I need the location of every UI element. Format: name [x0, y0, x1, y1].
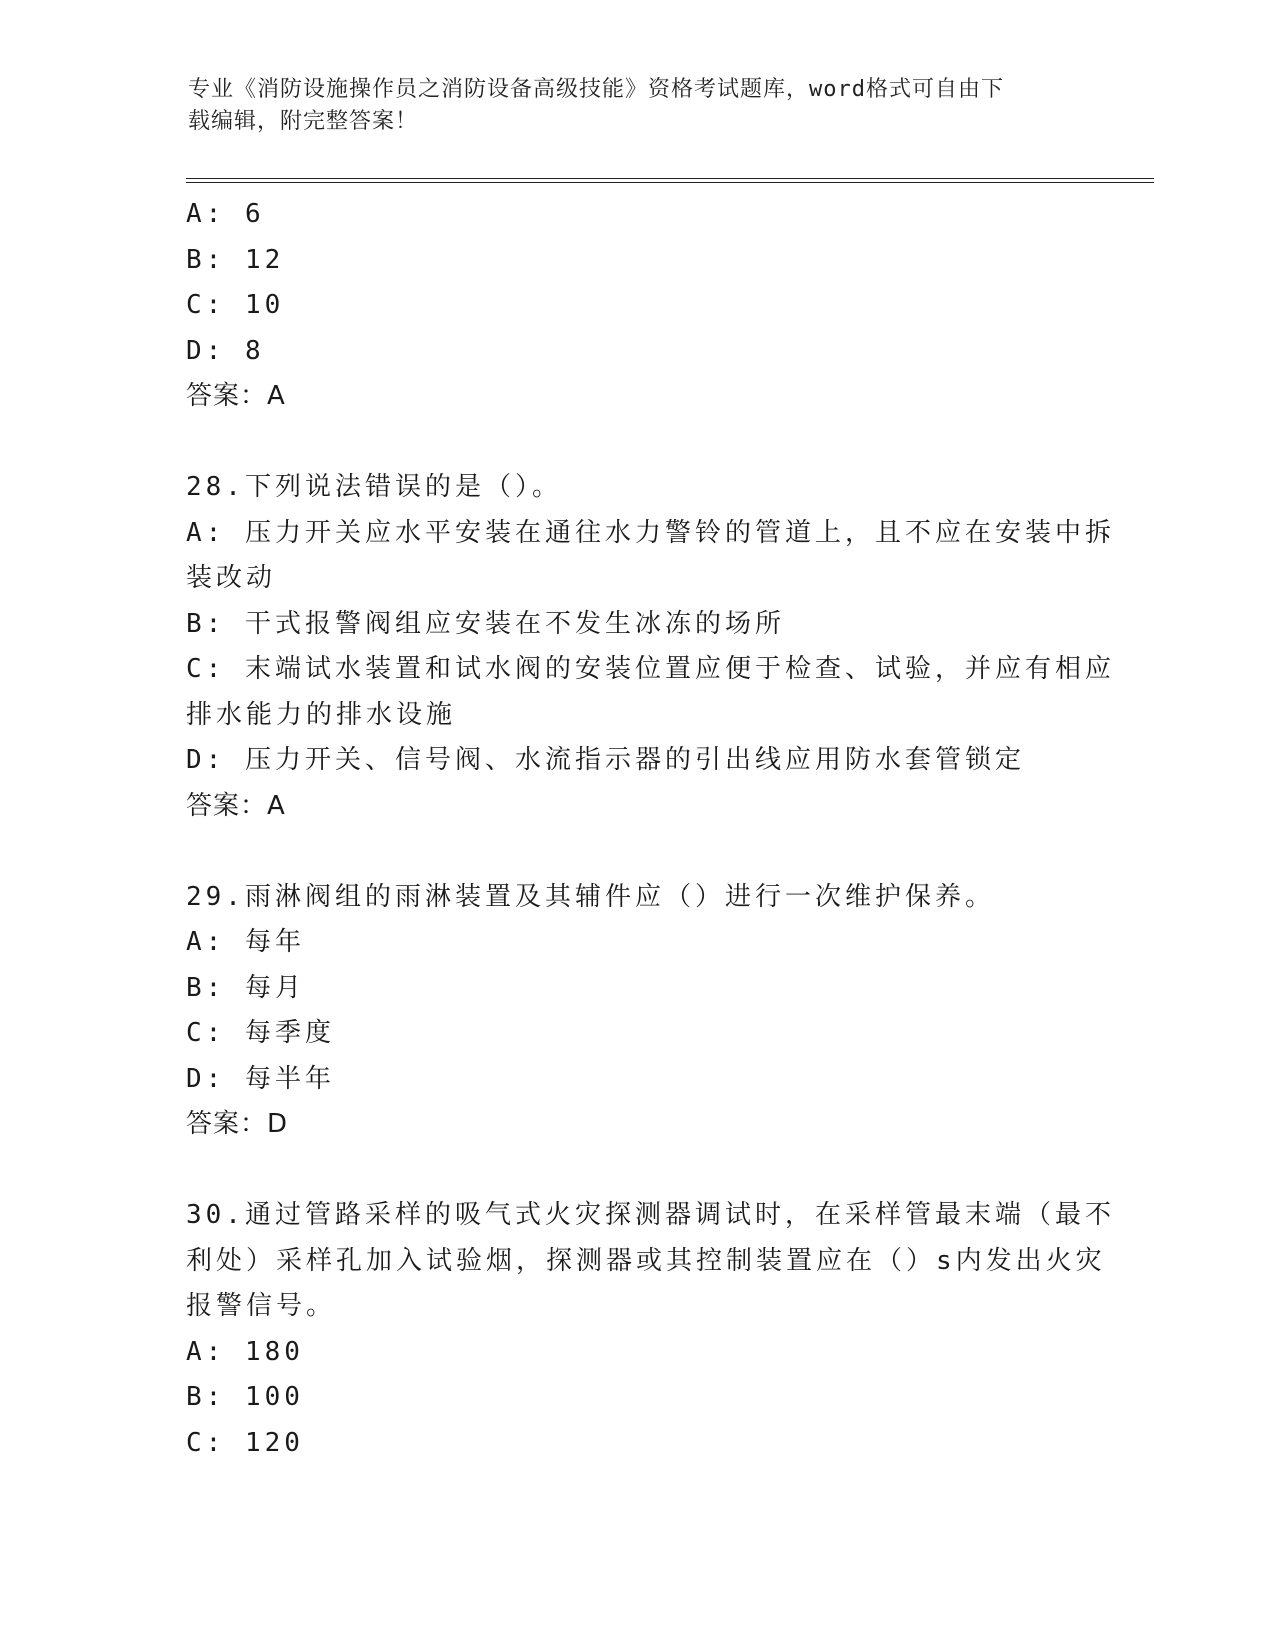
question-stem: 报警信号。	[186, 1291, 337, 1321]
option-line: A: 压力开关应水平安装在通往水力警铃的管道上，且不应在安装中拆	[186, 517, 1115, 548]
question-stem: 28.下列说法错误的是（）。	[186, 472, 562, 502]
option-line: D: 压力开关、信号阀、水流指示器的引出线应用防水套管锁定	[186, 745, 1025, 775]
header-divider-bottom	[186, 182, 1154, 183]
option-line: C: 120	[186, 1427, 304, 1458]
option-line: C: 每季度	[186, 1018, 335, 1048]
question-block	[186, 875, 1086, 1148]
question-stem: 30.通过管路采样的吸气式火灾探测器调试时，在采样管最末端（最不	[186, 1200, 1115, 1230]
option-line: C: 10	[186, 290, 285, 320]
option-line: 装改动	[186, 563, 277, 593]
option-line: B: 干式报警阀组应安装在不发生冰冻的场所	[186, 608, 785, 639]
answer-line: 答案：A	[186, 790, 286, 821]
question-stem: 29.雨淋阀组的雨淋装置及其辅件应（）进行一次维护保养。	[186, 881, 995, 912]
option-line: B: 每月	[186, 972, 305, 1003]
question-spacer	[186, 829, 1086, 875]
header-line-1: 专业《消防设施操作员之消防设备高级技能》资格考试题库，word格式可自由下	[188, 77, 1004, 102]
question-block	[186, 1193, 1115, 1466]
question-spacer	[186, 1148, 1086, 1194]
question-spacer	[186, 420, 1086, 466]
option-line: 排水能力的排水设施	[186, 699, 457, 730]
option-line: B: 100	[186, 1382, 304, 1412]
option-line: A: 180	[186, 1336, 304, 1367]
question-stem: 利处）采样孔加入试验烟，探测器或其控制装置应在（）s内发出火灾	[186, 1245, 1106, 1276]
question-block	[186, 192, 1086, 420]
option-line: A: 6	[186, 199, 265, 229]
option-line: B: 12	[186, 244, 285, 275]
document-header	[188, 74, 1068, 138]
option-line: D: 每半年	[186, 1063, 335, 1094]
question-list	[186, 192, 1115, 1466]
answer-line: 答案：D	[186, 1109, 289, 1139]
header-divider-top	[186, 178, 1154, 179]
option-line: A: 每年	[186, 927, 305, 957]
question-block	[186, 465, 1115, 829]
option-line: C: 末端试水装置和试水阀的安装位置应便于检查、试验，并应有相应	[186, 654, 1115, 684]
option-line: D: 8	[186, 335, 265, 366]
header-line-2: 载编辑，附完整答案！	[188, 109, 419, 134]
answer-line: 答案：A	[186, 381, 286, 411]
